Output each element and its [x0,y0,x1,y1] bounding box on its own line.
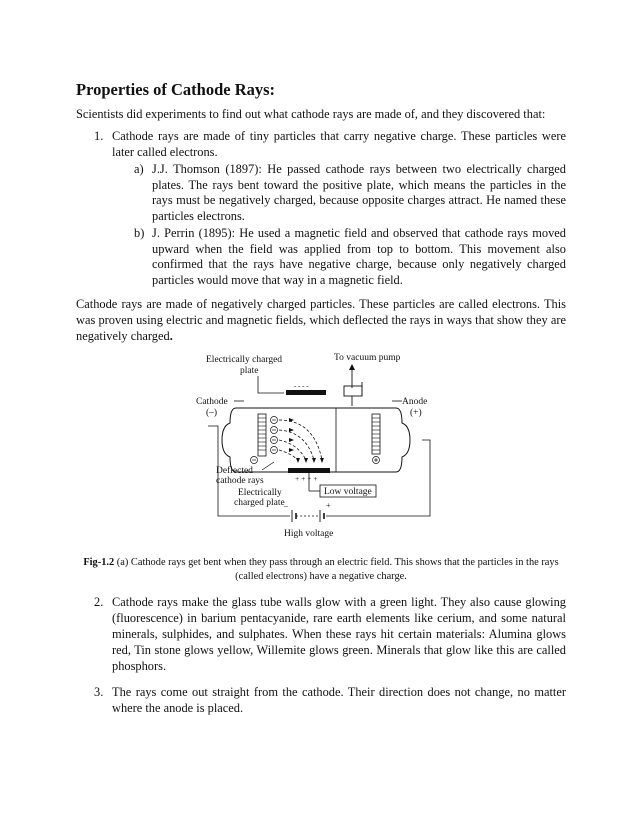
list-item [94,128,566,160]
sub-list-text: J.J. Thomson (1897): He passed cathode rays between two electrically charged plates. The rays bent toward the positive plate, which means the particles in the rays must be negatively charged, because opposite charges attract. He named these particles electrons. [152,162,566,223]
electron-particles [271,417,278,454]
sub-list-item [134,162,566,224]
list-text: The rays come out straight from the cathode. Their direction does not change, no matter where the anode is placed. [112,685,566,715]
negative-terminal-sign: – [284,501,288,510]
sub-list-letter: a) [134,162,144,176]
figure-caption [76,556,566,584]
figure-label: Fig-1.2 [83,557,115,568]
list-number: 2. [94,595,104,609]
intro-paragraph: Scientists did experiments to find out what cathode rays are made of, and they discovered that: [76,107,546,121]
low-voltage-label: Low voltage [324,487,372,497]
deflected-label-line1: Deflected [216,466,253,476]
anode-label: Anode [402,397,428,407]
bottom-plate [288,468,330,473]
plate-label-line2: plate [240,366,259,376]
bottom-plate-signs: + + + + [295,474,318,483]
list-item [94,594,566,674]
summary-period: . [169,329,173,343]
deflected-label-line2: cathode rays [216,476,264,486]
sub-list-item [134,226,566,288]
high-voltage-battery [292,510,324,522]
pump-valve [344,386,362,396]
discharge-tube [222,408,410,472]
vacuum-pump-label: To vacuum pump [334,353,401,363]
pump-arrow-icon [349,364,355,370]
circuit-right-wire [326,440,430,516]
cathode-ray-figure [76,348,566,548]
list-number: 1. [94,129,104,143]
bottom-plate-label-line2: charged plate [234,498,285,508]
list-item [94,684,566,716]
list-text: Cathode rays are made of tiny particles that carry negative charge. These particles were later called electrons. [112,129,566,159]
sub-list-text: J. Perrin (1895): He used a magnetic field and observed that cathode rays moved upward when the field was applied from top to bottom. This movement also confirmed that the rays have negative charge, because only negatively charged particles would move that way in a magnetic field. [152,226,566,287]
caption-text: (a) Cathode rays get bent when they pass through an electric field. This shows that the particles in the rays (called electrons) have a negative charge. [114,557,559,582]
anode-sign: (+) [410,408,422,418]
high-voltage-label: High voltage [284,529,334,539]
sub-list-letter: b) [134,226,145,240]
deflected-rays [279,420,322,460]
list-text: Cathode rays make the glass tube walls glow with a green light. They also cause glowing (fluorescence) in barium pentacyanide, rare earth elements like cerium, and some natural minerals, sulphides, and sulphates. When these rays hit certain materials: Alumina glows red, Tin stone glows yellow, Willemite glows green. Minerals that glow like this are called phosphors. [112,595,566,673]
summary-text: Cathode rays are made of negatively charged particles. These particles are called electrons. This was proven using electric and magnetic fields, which deflected the rays in ways that show they are negatively charged [76,297,566,343]
cathode-electrode [251,414,267,464]
summary-paragraph [76,296,566,344]
cathode-ray-diagram [196,348,446,548]
top-plate [286,390,326,395]
cathode-sign: (–) [206,408,218,418]
top-plate-signs: - - - - [294,382,309,390]
positive-terminal-sign: + [326,501,331,510]
cathode-label: Cathode [196,397,228,407]
list-number: 3. [94,685,104,699]
bottom-plate-label-line1: Electrically [238,488,282,498]
ray-arrowheads [289,418,324,463]
anode-electrode [372,414,380,464]
plate-label-line1: Electrically charged [206,355,283,365]
document-page [76,80,566,716]
section-heading: Properties of Cathode Rays: [76,80,276,99]
plate-pointer-line [258,376,284,393]
deflected-pointer [262,462,274,470]
